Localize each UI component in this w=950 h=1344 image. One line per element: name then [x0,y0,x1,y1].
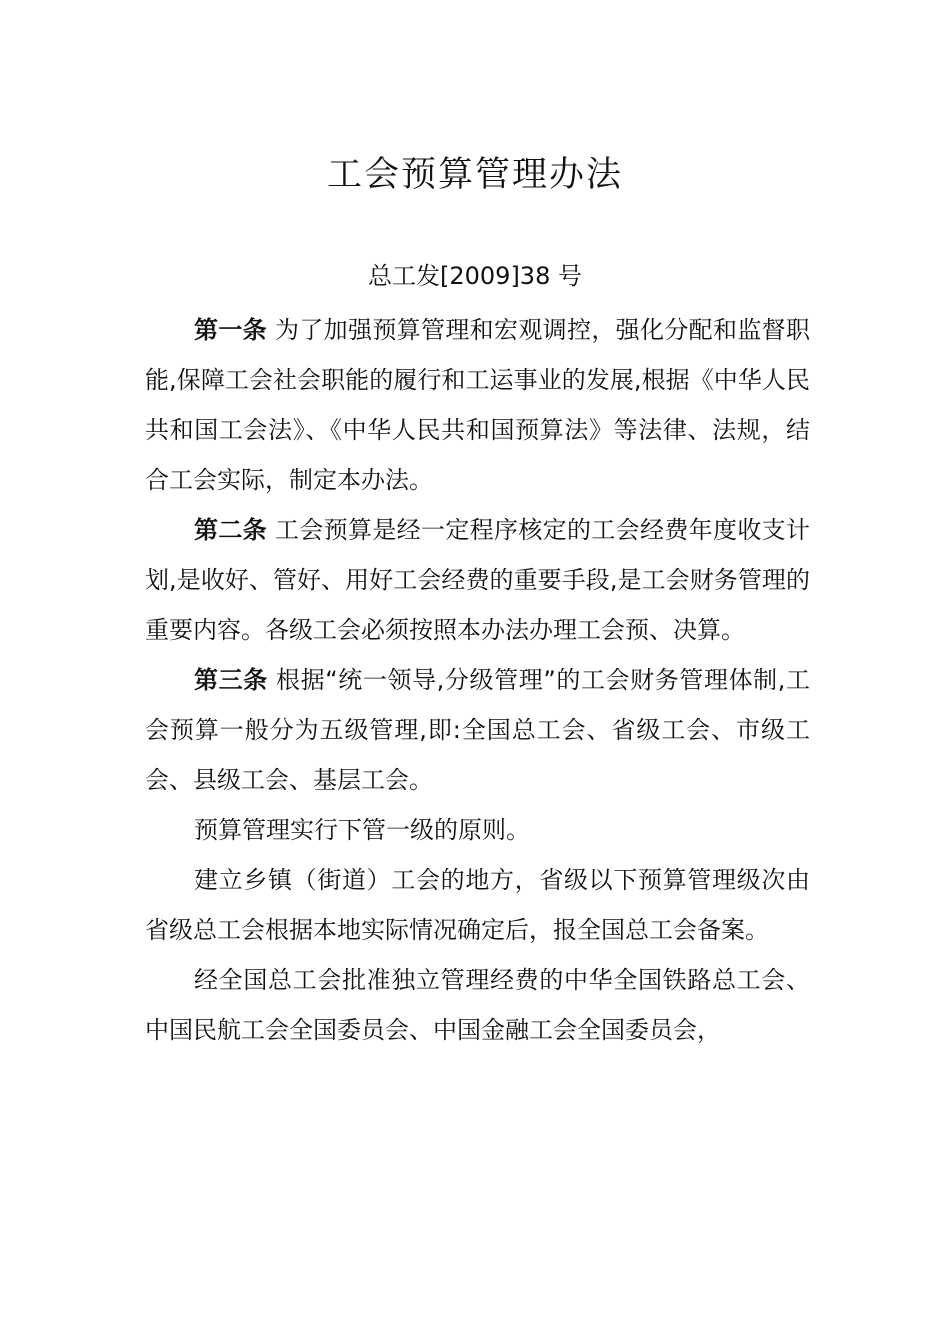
document-body [145,305,810,1055]
paragraph-text: 建立乡镇（街道）工会的地方，省级以下预算管理级次由省级总工会根据本地实际情况确定后，报全国总工会备案。 [145,866,810,944]
paragraph-text: 经全国总工会批准独立管理经费的中华全国铁路总工会、中国民航工会全国委员会、中国金融工会全国委员会， [145,966,810,1044]
document-number: 总工发[2009]38 号 [368,262,582,290]
document-title: 工会预算管理办法 [326,155,623,195]
article-paragraph [145,505,810,655]
article-paragraph [145,655,810,805]
paragraph-text: 预算管理实行下管一级的原则。 [194,816,530,844]
article-heading: 第三条 [194,666,268,694]
article-text: 为了加强预算管理和宏观调控，强化分配和监督职能,保障工会社会职能的履行和工运事业的发展,根据《中华人民共和国工会法》、《中华人民共和国预算法》等法律、法规，结合工会实际，制定本办法。 [145,316,810,494]
article-text: 根据“统一领导,分级管理”的工会财务管理体制,工会预算一般分为五级管理,即:全国总工会、省级工会、市级工会、县级工会、基层工会。 [145,666,810,794]
article-heading: 第二条 [194,516,268,544]
article-heading: 第一条 [194,316,268,344]
article-paragraph [145,305,810,505]
body-paragraph [145,955,810,1055]
article-text: 工会预算是经一定程序核定的工会经费年度收支计划,是收好、管好、用好工会经费的重要手段,是工会财务管理的重要内容。各级工会必须按照本办法办理工会预、决算。 [145,516,810,644]
body-paragraph [145,805,810,855]
body-paragraph [145,855,810,955]
